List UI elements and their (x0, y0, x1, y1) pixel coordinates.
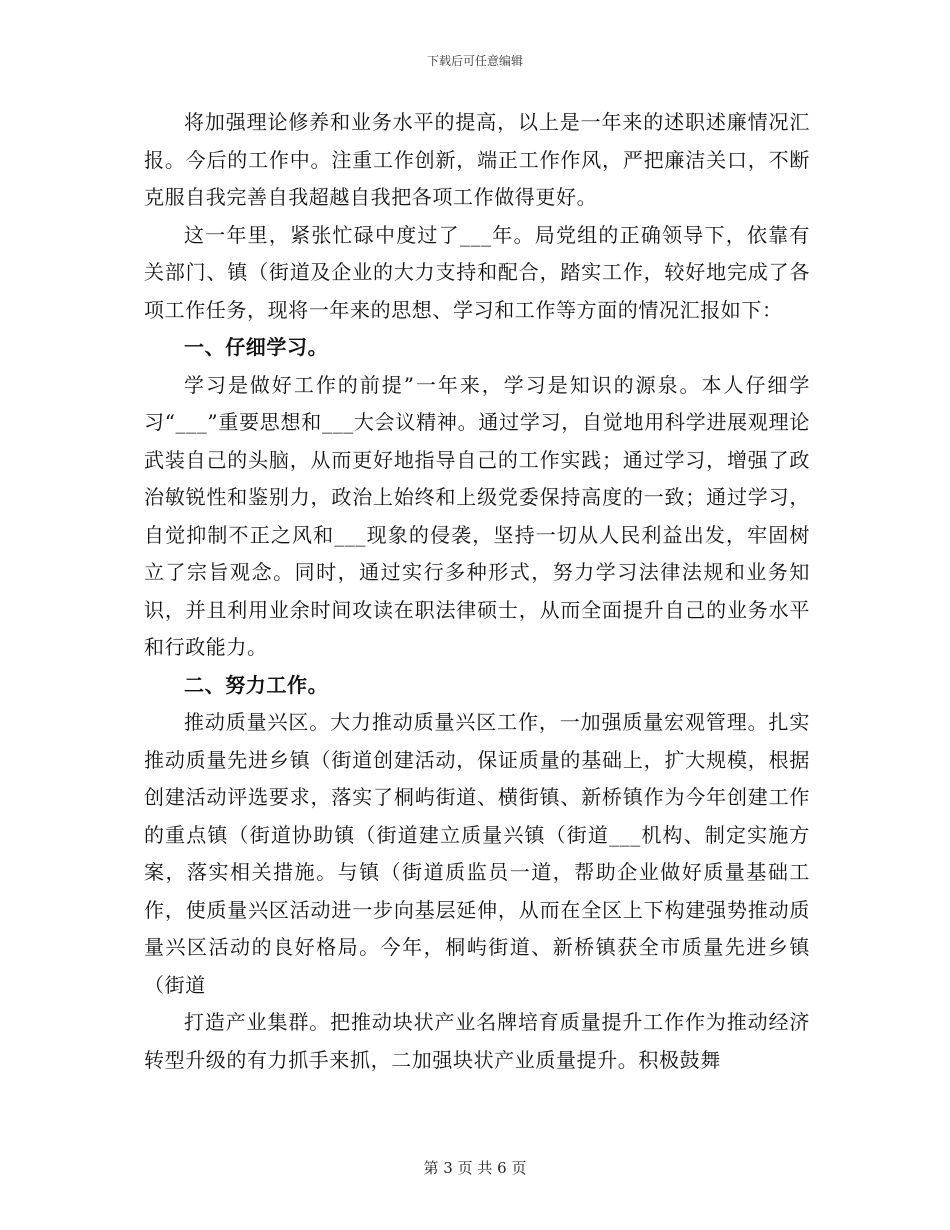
paragraph-summary: 将加强理论修养和业务水平的提高，以上是一年来的述职述廉情况汇报。今后的工作中。注重工作创新，端正工作作风，严把廉洁关口，不断克服自我完善自我超越自我把各项工作做得更好。 (144, 110, 810, 209)
paragraph-industry: 打造产业集群。把推动块状产业名牌培育质量提升工作作为推动经济转型升级的有力抓手来抓，二加强块状产业质量提升。积极鼓舞 (144, 1010, 810, 1072)
paragraph-quality: 推动质量兴区。大力推动质量兴区工作，一加强质量宏观管理。扎实推动质量先进乡镇（街道创建活动，保证质量的基础上，扩大规模，根据创建活动评选要求，落实了桐屿街道、横街镇、新桥镇作为今年创建工作的重点镇（街道协助镇（街道建立质量兴镇（街道___机构、制定实施方案，落实相关措施。与镇（街道质监员一道，帮助企业做好质量基础工作，使质量兴区活动进一步向基层延伸，从而在全区上下构建强势推动质量兴区活动的良好格局。今年，桐屿街道、新桥镇获全市质量先进乡镇（街道 (144, 710, 810, 997)
paragraph-study: 学习是做好工作的前提”一年来，学习是知识的源泉。本人仔细学习“___”重要思想和___大会议精神。通过学习，自觉地用科学进展观理论武装自己的头脑，从而更好地指导自己的工作实践；通过学习，增强了政治敏锐性和鉴别力，政治上始终和上级党委保持高度的一致；通过学习，自觉抑制不正之风和___现象的侵袭，坚持一切从人民利益出发，牢固树立了宗旨观念。同时，通过实行多种形式，努力学习法律法规和业务知识，并且利用业余时间攻读在职法律硕士，从而全面提升自己的业务水平和行政能力。 (144, 372, 810, 659)
section-heading-study: 一、仔细学习。 (184, 335, 329, 359)
document-body (144, 104, 810, 1079)
page-header-note: 下载后可任意编辑 (426, 54, 523, 68)
section-heading-work: 二、努力工作。 (184, 672, 329, 697)
paragraph-intro: 这一年里，紧张忙碌中度过了___年。局党组的正确领导下，依靠有关部门、镇（街道及企业的大力支持和配合，踏实工作，较好地完成了各项工作任务，现将一年来的思想、学习和工作等方面的情况汇报如下： (144, 222, 810, 322)
page-number: 第 3 页 共 6 页 (423, 1159, 527, 1177)
